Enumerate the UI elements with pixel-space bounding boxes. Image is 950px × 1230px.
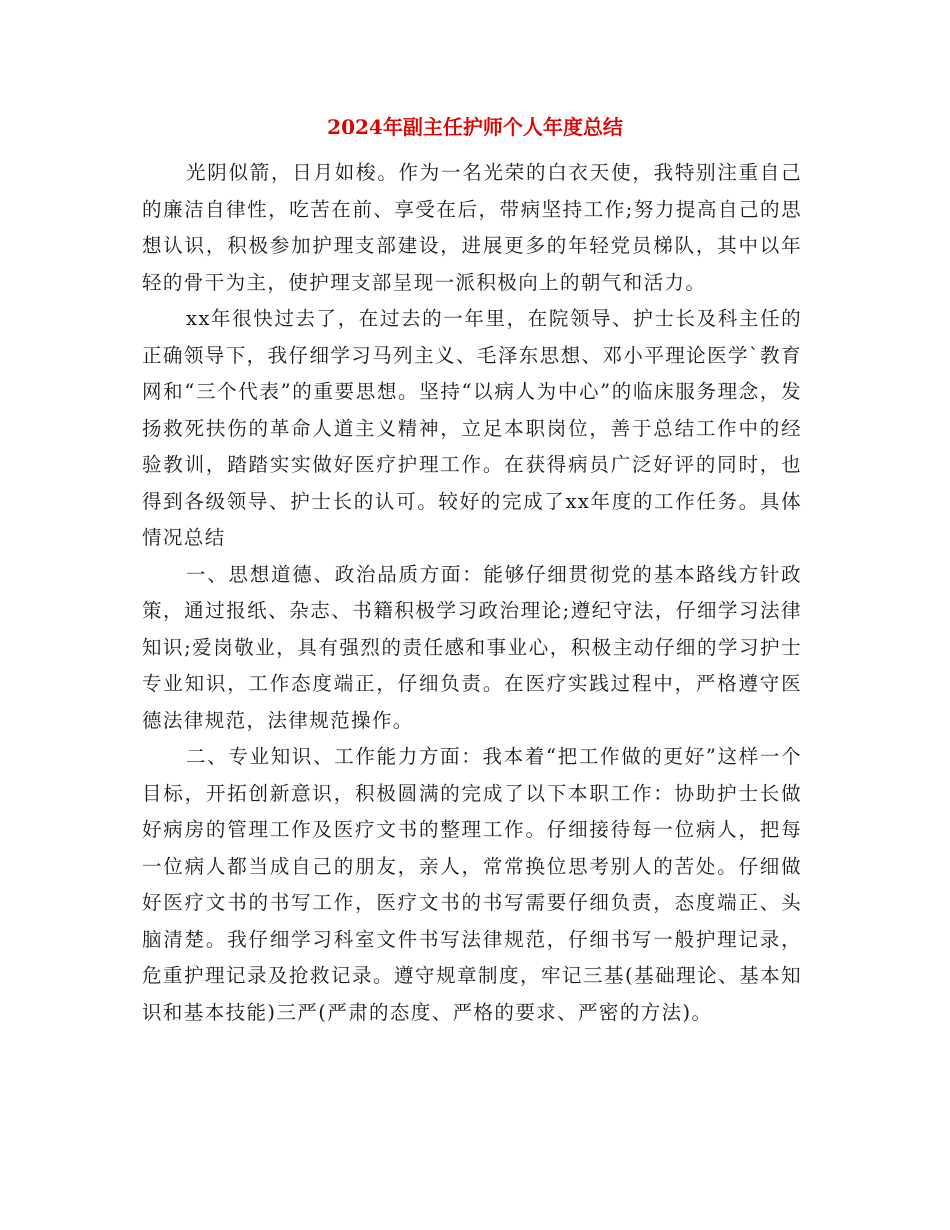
document-title: 2024年副主任护师个人年度总结 bbox=[327, 115, 623, 139]
document-body bbox=[142, 155, 802, 1031]
paragraph-intro: 光阴似箭，日月如梭。作为一名光荣的白衣天使，我特别注重自己的廉洁自律性，吃苦在前、享受在后，带病坚持工作;努力提高自己的思想认识，积极参加护理支部建设，进展更多的年轻党员梯队，其中以年轻的骨干为主，使护理支部呈现一派积极向上的朝气和活力。 bbox=[142, 161, 802, 294]
paragraph-year-review: xx年很快过去了，在过去的一年里，在院领导、护士长及科主任的正确领导下，我仔细学习马列主义、毛泽东思想、邓小平理论医学`教育网和“三个代表”的重要思想。坚持“以病人为中心”的临床服务理念，发扬救死扶伤的革命人道主义精神，立足本职岗位，善于总结工作中的经验教训，踏踏实实做好医疗护理工作。在获得病员广泛好评的同时，也得到各级领导、护士长的认可。较好的完成了xx年度的工作任务。具体情况总结 bbox=[142, 307, 802, 549]
paragraph-professional: 二、专业知识、工作能力方面：我本着“把工作做的更好”这样一个目标，开拓创新意识，积极圆满的完成了以下本职工作：协助护士长做好病房的管理工作及医疗文书的整理工作。仔细接待每一位病人，把每一位病人都当成自己的朋友，亲人，常常换位思考别人的苦处。仔细做好医疗文书的书写工作，医疗文书的书写需要仔细负责，态度端正、头脑清楚。我仔细学习科室文件书写法律规范，仔细书写一般护理记录，危重护理记录及抢救记录。遵守规章制度，牢记三基(基础理论、基本知识和基本技能)三严(严肃的态度、严格的要求、严密的方法)。 bbox=[142, 745, 802, 1024]
paragraph-ideology: 一、思想道德、政治品质方面：能够仔细贯彻党的基本路线方针政策，通过报纸、杂志、书籍积极学习政治理论;遵纪守法，仔细学习法律知识;爱岗敬业，具有强烈的责任感和事业心，积极主动仔细的学习护士专业知识，工作态度端正，仔细负责。在医疗实践过程中，严格遵守医德法律规范，法律规范操作。 bbox=[142, 562, 802, 732]
